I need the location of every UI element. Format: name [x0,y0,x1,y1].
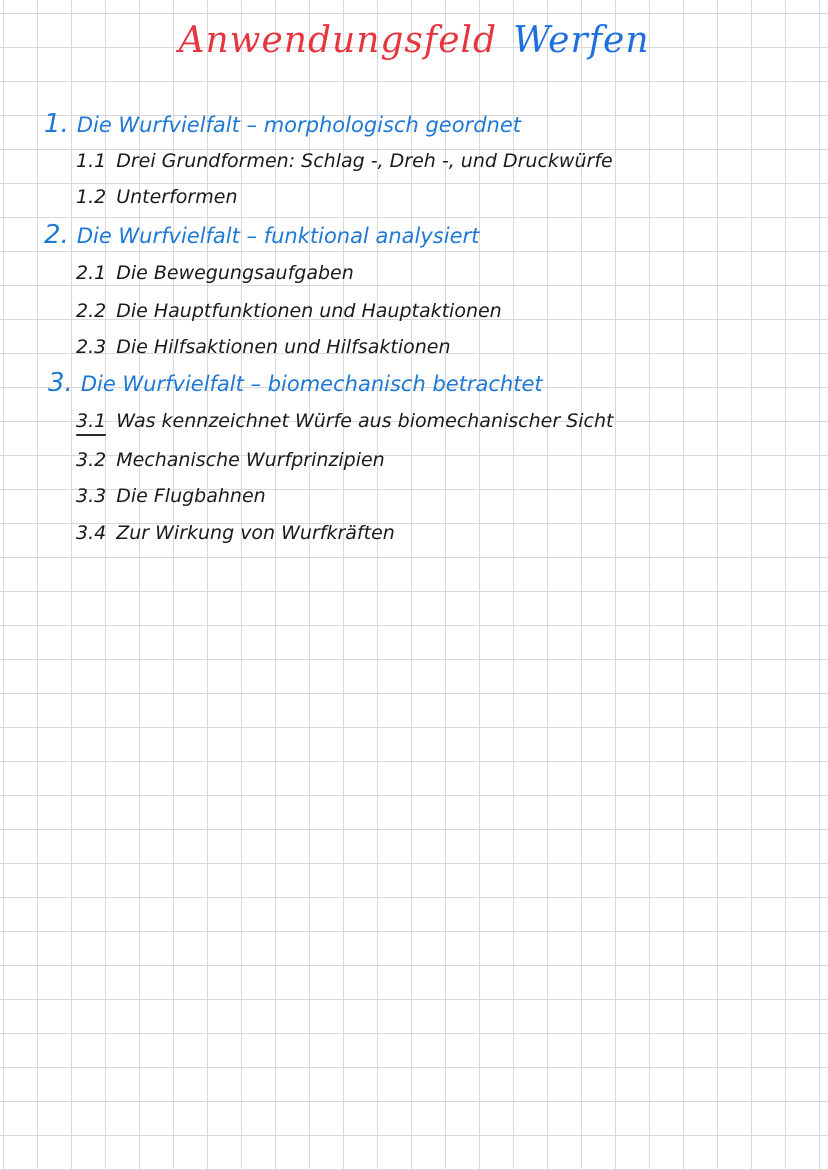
section-heading-text: Die Wurfvielfalt – morphologisch geordnet [76,113,521,137]
item-text: Die Bewegungsaufgaben [116,262,354,284]
section-heading-text: Die Wurfvielfalt – funktional analysiert [76,224,480,248]
item-text: Die Flugbahnen [116,485,266,507]
item-number: 3.3 [76,485,107,507]
item-underline [76,434,106,436]
item-number: 3.1 [76,410,107,432]
list-item-1-1 [76,152,613,171]
list-item-2-2 [76,302,502,321]
list-item-3-2 [76,451,385,470]
item-number: 1.1 [76,150,107,172]
list-item-3-1 [76,412,613,431]
list-item-3-3 [76,487,266,506]
item-number: 3.4 [76,522,107,544]
section-heading-2 [44,222,479,248]
item-text: Mechanische Wurfprinzipien [116,449,385,471]
section-number: 3. [48,368,73,398]
section-number: 2. [44,220,69,250]
list-item-3-4 [76,524,395,543]
item-text: Was kennzeichnet Würfe aus biomechanischer Sicht [116,410,614,432]
item-number: 2.3 [76,336,107,358]
title-part-2: Werfen [513,20,650,61]
item-text: Drei Grundformen: Schlag -, Dreh -, und Druckwürfe [116,150,613,172]
list-item-2-3 [76,338,451,357]
item-number: 2.1 [76,262,107,284]
section-heading-1 [44,111,521,137]
item-text: Die Hauptfunktionen und Hauptaktionen [116,300,502,322]
list-item-1-2 [76,188,237,207]
list-item-2-1 [76,264,354,283]
section-number: 1. [44,109,69,139]
page-title [0,20,828,61]
title-part-1: Anwendungsfeld [178,20,498,61]
item-text: Die Hilfsaktionen und Hilfsaktionen [116,336,451,358]
section-heading-text: Die Wurfvielfalt – biomechanisch betrachtet [80,372,543,396]
item-number: 2.2 [76,300,107,322]
item-text: Unterformen [116,186,238,208]
item-number: 3.2 [76,449,107,471]
section-heading-3 [48,370,543,396]
item-number: 1.2 [76,186,107,208]
item-text: Zur Wirkung von Wurfkräften [116,522,395,544]
